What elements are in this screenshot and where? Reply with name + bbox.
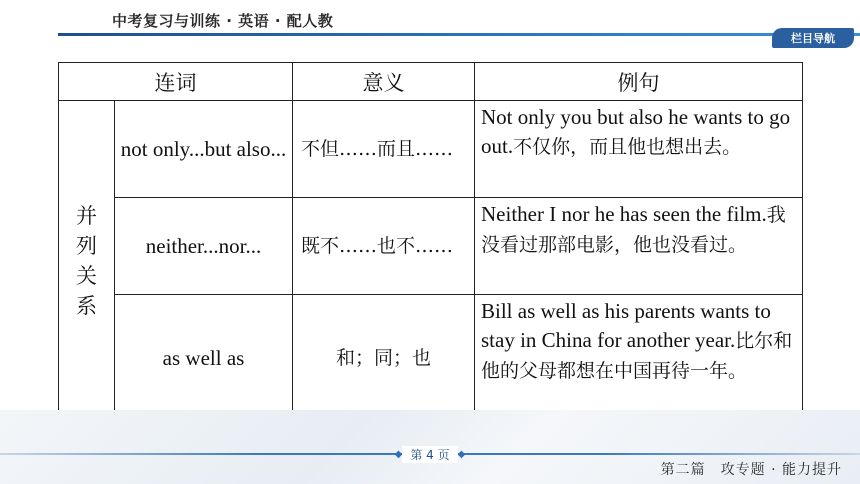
header-example: 例句 xyxy=(475,63,803,101)
meaning-cell: 不但……而且…… xyxy=(293,101,475,198)
example-en: Not only you but also he wants to go out. xyxy=(481,105,791,158)
example-cell xyxy=(475,295,803,421)
conjunction-cell: as well as xyxy=(115,295,293,421)
example-cell xyxy=(475,101,803,198)
page-number: 第 4 页 xyxy=(402,446,457,463)
conjunction-table xyxy=(58,62,803,421)
column-nav-button[interactable]: 栏目导航 xyxy=(772,28,854,48)
header-meaning: 意义 xyxy=(293,63,475,101)
header-conjunction: 连词 xyxy=(59,63,293,101)
example-zh: 比尔和他的父母都想在中国再待一年。 xyxy=(481,330,793,382)
conjunction-cell: neither...nor... xyxy=(115,198,293,295)
meaning-cell: 和；同；也 xyxy=(293,295,475,421)
conjunction-cell: not only...but also... xyxy=(115,101,293,198)
header-title: 中考复习与训练 · 英语 · 配人教 xyxy=(112,12,334,30)
example-en: Neither I nor he has seen the film. xyxy=(481,202,767,226)
section-label: 第二篇 攻专题 · 能力提升 xyxy=(660,462,842,478)
table-header-row xyxy=(59,63,803,101)
example-zh: 我没看过那部电影，他也没看过。 xyxy=(481,204,786,256)
example-en: Bill as well as his parents wants to stay in China for another year. xyxy=(481,299,771,352)
table-row xyxy=(59,295,803,421)
diamond-right-icon: ◆ xyxy=(457,448,466,460)
table-row xyxy=(59,198,803,295)
diamond-left-icon: ◆ xyxy=(394,448,403,460)
example-zh: 不仅你，而且他也想出去。 xyxy=(513,136,742,158)
category-label: 并列关系 xyxy=(76,203,97,318)
table-row xyxy=(59,101,803,198)
example-cell xyxy=(475,198,803,295)
header-divider xyxy=(58,33,860,36)
meaning-cell: 既不……也不…… xyxy=(293,198,475,295)
category-cell xyxy=(59,101,115,421)
page-indicator xyxy=(372,444,488,464)
